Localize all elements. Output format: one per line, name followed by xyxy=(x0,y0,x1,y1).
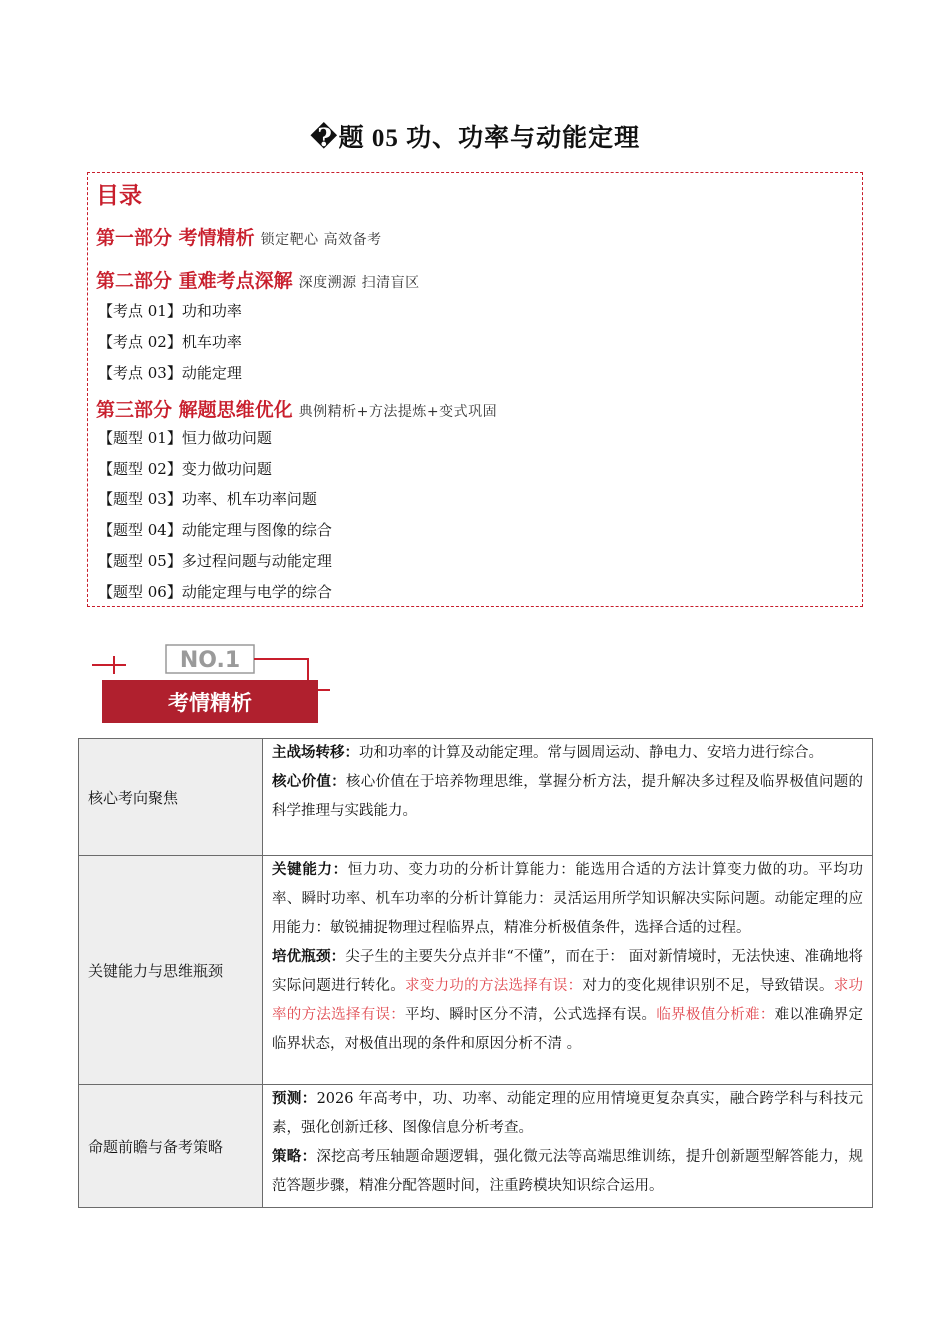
paragraph-text: 2026 年高考中，功、功率、动能定理的应用情境更复杂真实，融合跨学科与科技元素，强化创新迁移、图像信息分析考查。 xyxy=(272,1091,864,1136)
toc-item-text: 动能定理与电学的综合 xyxy=(181,583,332,601)
paragraph-heading: 预测： xyxy=(272,1091,317,1107)
paragraph xyxy=(272,856,863,943)
row-content xyxy=(263,739,873,856)
toc-item-tag: 【考点 03】 xyxy=(98,364,182,382)
paragraph-text: 尖子生的主要失分点并非“不懂”，而在于： 面对新情境时，无法快速、准确地将实际问题进行转化。 xyxy=(272,949,864,994)
toc-item-kaodian-02[interactable] xyxy=(98,331,242,352)
toc-item-tixing-06[interactable] xyxy=(98,581,332,602)
toc-item-text: 变力做功问题 xyxy=(181,460,272,478)
toc-part-2[interactable] xyxy=(96,266,420,293)
toc-part-title: 第一部分 考情精析 xyxy=(96,227,255,249)
toc-item-tag: 【题型 04】 xyxy=(98,521,182,539)
banner-label: 考情精析 xyxy=(168,691,252,715)
row-label: 命题前瞻与备考策略 xyxy=(79,1085,263,1208)
paragraph-heading: 培优瓶颈： xyxy=(272,949,346,965)
paragraph-text: 恒力功、变力功的分析计算能力：能选用合适的方法计算变力做的功。平均功率、瞬时功率、机车功率的分析计算能力：灵活运用所学知识解决实际问题。动能定理的应用能力：敏锐捕捉物理过程临界点，精准分析极值条件，选择合适的过程。 xyxy=(272,862,864,936)
highlight-text: 求功率的方法选择有误： xyxy=(272,978,864,1023)
toc-item-kaodian-01[interactable] xyxy=(98,300,242,321)
toc-part-1[interactable] xyxy=(96,223,382,250)
paragraph-heading: 策略： xyxy=(272,1149,317,1165)
highlight-text: 临界极值分析难： xyxy=(656,1007,775,1023)
toc-item-tag: 【题型 02】 xyxy=(98,460,182,478)
paragraph-text: 难以准确界定临界状态，对极值出现的条件和原因分析不清 。 xyxy=(272,1007,864,1052)
toc-item-tixing-05[interactable] xyxy=(98,550,332,571)
toc-item-tag: 【题型 01】 xyxy=(98,429,182,447)
toc-item-tixing-01[interactable] xyxy=(98,427,272,448)
toc-item-text: 功和功率 xyxy=(181,302,242,320)
paragraph xyxy=(272,1085,863,1143)
section-banner xyxy=(92,640,332,730)
paragraph xyxy=(272,1143,863,1201)
toc-item-text: 多过程问题与动能定理 xyxy=(181,552,332,570)
table-row xyxy=(79,856,873,1085)
toc-part-subtitle: 锁定靶心 高效备考 xyxy=(260,232,382,248)
highlight-text: 求变力功的方法选择有误： xyxy=(405,978,583,994)
toc-part-title: 第二部分 重难考点深解 xyxy=(96,270,293,292)
table-row xyxy=(79,1085,873,1208)
toc-item-text: 功率、机车功率问题 xyxy=(181,490,317,508)
toc-item-text: 动能定理与图像的综合 xyxy=(181,521,332,539)
paragraph xyxy=(272,739,863,768)
paragraph-heading: 主战场转移： xyxy=(272,745,359,761)
toc-item-kaodian-03[interactable] xyxy=(98,362,242,383)
toc-item-tag: 【题型 03】 xyxy=(98,490,182,508)
toc-item-tixing-04[interactable] xyxy=(98,519,332,540)
toc-item-text: 动能定理 xyxy=(181,364,242,382)
toc-item-text: 恒力做功问题 xyxy=(181,429,272,447)
paragraph xyxy=(272,768,863,826)
row-content xyxy=(263,856,873,1085)
row-content xyxy=(263,1085,873,1208)
paragraph xyxy=(272,943,863,1059)
table-row xyxy=(79,739,873,856)
table-of-contents xyxy=(87,172,863,607)
toc-part-subtitle: 典例精析+方法提炼+变式巩固 xyxy=(298,404,498,420)
banner-number: NO.1 xyxy=(179,648,241,673)
paragraph-heading: 核心价值： xyxy=(272,774,346,790)
paragraph-text: 核心价值在于培养物理思维，掌握分析方法，提升解决多过程及临界极值问题的科学推理与实践能力。 xyxy=(272,774,864,819)
toc-heading: 目录 xyxy=(96,183,142,209)
toc-item-tag: 【考点 02】 xyxy=(98,333,182,351)
paragraph-text: 对力的变化规律识别不足，导致错误。 xyxy=(582,978,834,994)
analysis-table xyxy=(78,738,873,1208)
paragraph-heading: 关键能力： xyxy=(272,862,348,878)
paragraph-text: 功和功率的计算及动能定理。常与圆周运动、静电力、安培力进行综合。 xyxy=(359,745,823,761)
toc-item-tixing-02[interactable] xyxy=(98,458,272,479)
paragraph-text: 平均、瞬时区分不清，公式选择有误。 xyxy=(405,1007,657,1023)
toc-part-3[interactable] xyxy=(96,395,497,422)
toc-item-tixing-03[interactable] xyxy=(98,488,317,509)
toc-item-text: 机车功率 xyxy=(181,333,242,351)
paragraph-text: 深挖高考压轴题命题逻辑，强化微元法等高端思维训练，提升创新题型解答能力，规范答题步骤，精准分配答题时间，注重跨模块知识综合运用。 xyxy=(272,1149,864,1194)
toc-item-tag: 【考点 01】 xyxy=(98,302,182,320)
toc-part-subtitle: 深度溯源 扫清盲区 xyxy=(298,275,420,291)
page-title: �题 05 功、功率与动能定理 xyxy=(309,125,641,152)
toc-item-tag: 【题型 05】 xyxy=(98,552,182,570)
row-label: 关键能力与思维瓶颈 xyxy=(79,856,263,1085)
toc-item-tag: 【题型 06】 xyxy=(98,583,182,601)
row-label: 核心考向聚焦 xyxy=(79,739,263,856)
toc-part-title: 第三部分 解题思维优化 xyxy=(96,399,293,421)
